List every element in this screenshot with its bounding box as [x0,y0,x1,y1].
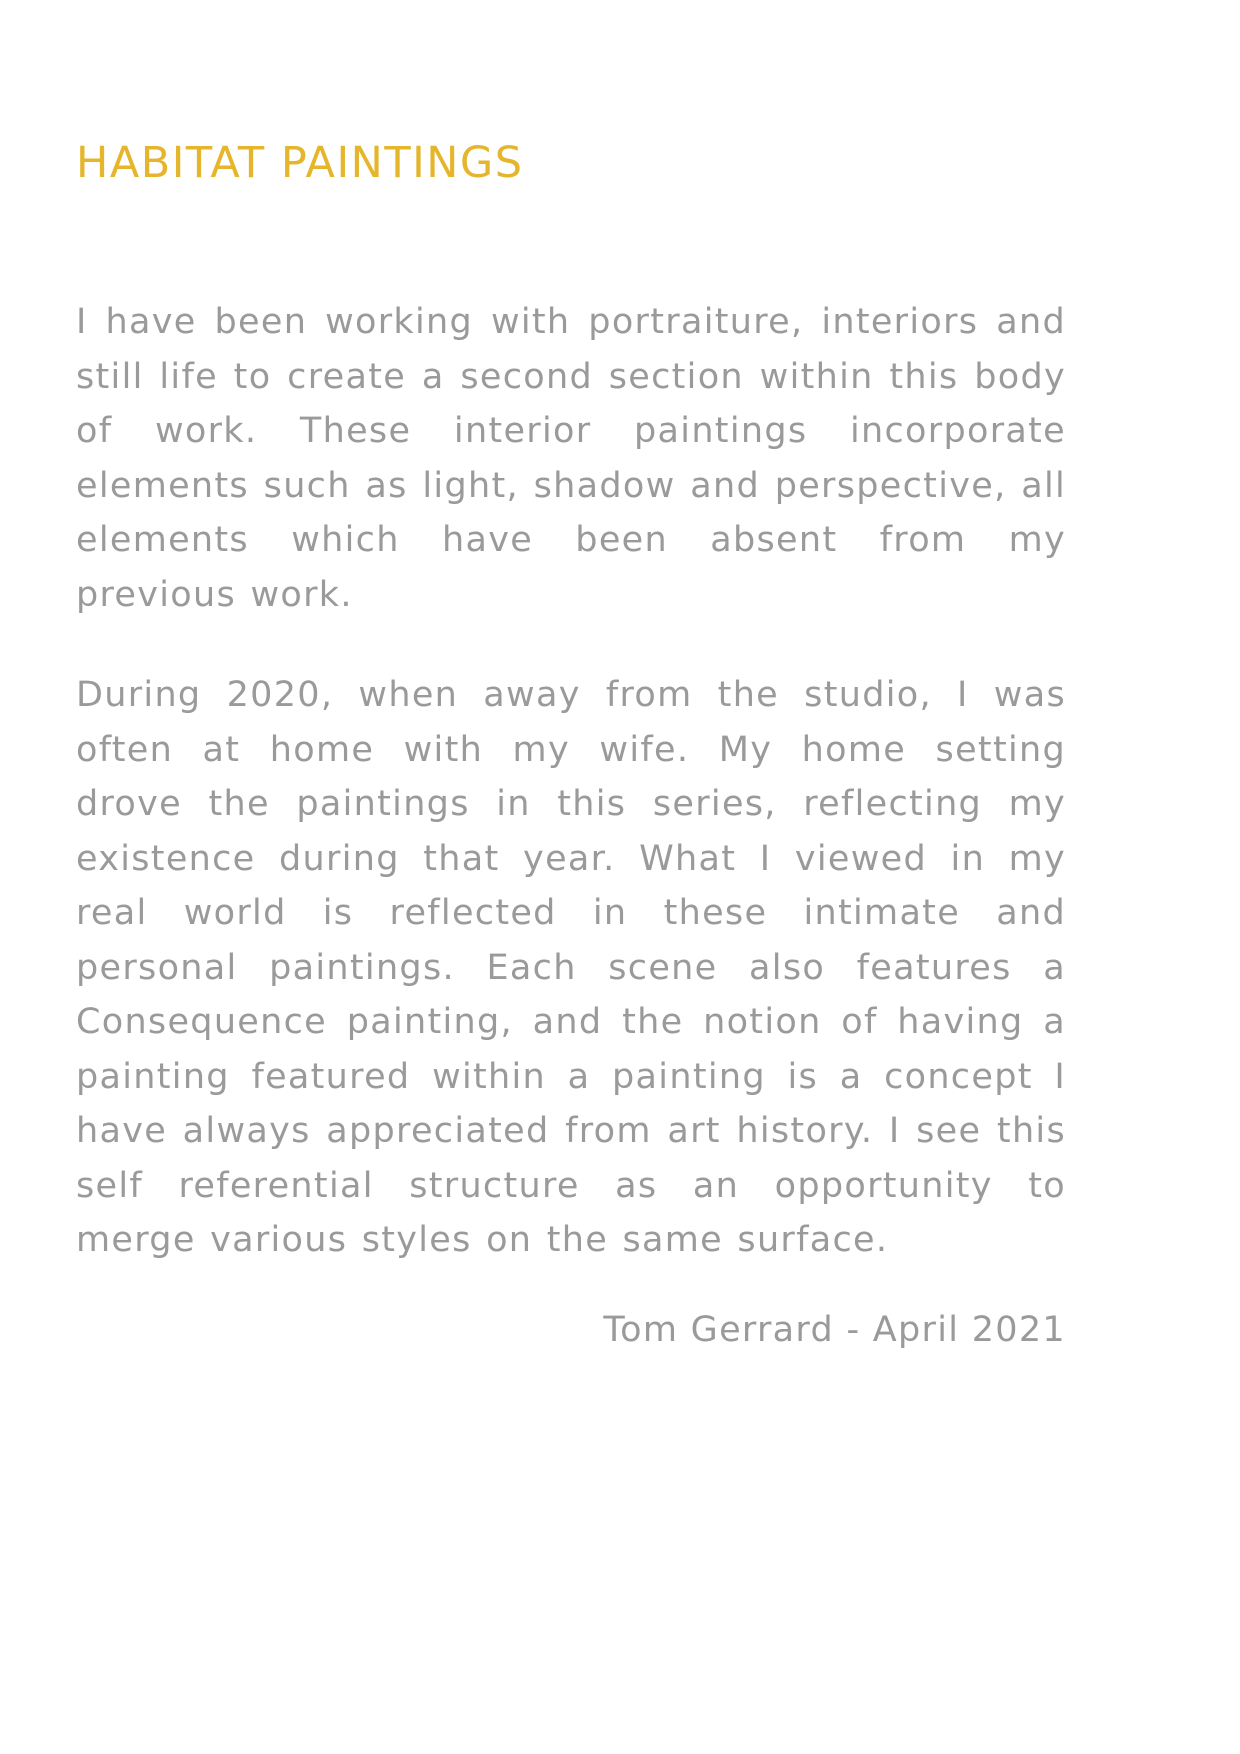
author-signature: Tom Gerrard - April 2021 [603,1310,1066,1350]
paragraph-2020: During 2020, when away from the studio, I was often at home with my wife. My home setting drove the paintings in this series, reflecting my existence during that year. What I viewed in my real world is reflected in these intimate and personal paintings. Each scene also features a Consequence painting, and the notion of having a painting featured within a painting is a concept I have always appreciated from art history. I see this self referential structure as an opportunity to merge various styles on the same surface. [76,675,1066,1260]
page-title: HABITAT PAINTINGS [76,138,524,188]
paragraph-intro: I have been working with portraiture, interiors and still life to create a second section within this body of work. These interior paintings incorporate elements such as light, shadow and perspective, all elements which have been absent from my previous work. [76,302,1066,615]
